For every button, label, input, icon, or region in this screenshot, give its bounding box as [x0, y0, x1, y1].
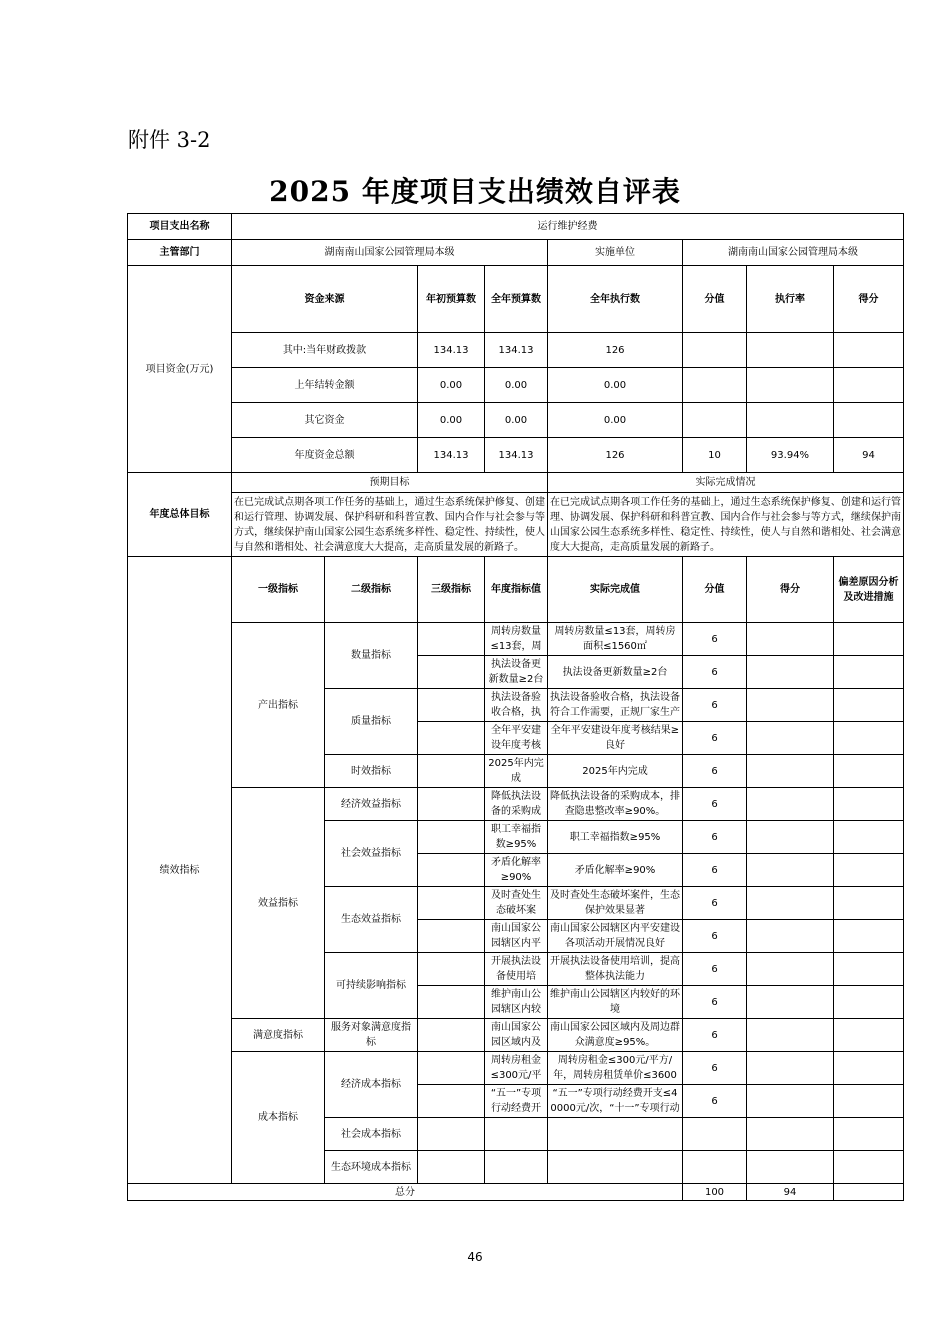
funds-header-source: 资金来源 — [232, 266, 418, 333]
impl-label: 实施单位 — [548, 240, 683, 266]
perf-actual: 职工幸福指数≥95% — [548, 821, 683, 854]
perf-deviation — [834, 755, 904, 788]
funds-row-rate — [747, 403, 834, 438]
impl-value: 湖南南山国家公园管理局本级 — [683, 240, 904, 266]
funds-row-got — [834, 368, 904, 403]
perf-score: 6 — [683, 1052, 747, 1085]
funds-label: 项目资金(万元) — [128, 266, 232, 473]
perf-target: 降低执法设备的采购成 — [485, 788, 548, 821]
perf-actual: 执法设备更新数量≥2台 — [548, 656, 683, 689]
perf-l1: 成本指标 — [232, 1052, 325, 1184]
perf-score — [683, 1118, 747, 1151]
funds-row-annual: 0.00 — [485, 368, 548, 403]
perf-l3 — [418, 920, 485, 953]
perf-actual: 南山国家公园辖区内平安建设各项活动开展情况良好 — [548, 920, 683, 953]
funds-row-source: 上年结转金额 — [232, 368, 418, 403]
perf-actual: 周转房租金≤300元/平方/年，周转房租赁单价≤3600 — [548, 1052, 683, 1085]
perf-got — [747, 1019, 834, 1052]
perf-got — [747, 821, 834, 854]
perf-actual: 周转房数量≤13套，周转房面积≤1560㎡ — [548, 623, 683, 656]
perf-target: 周转房数量≤13套，周 — [485, 623, 548, 656]
perf-deviation — [834, 953, 904, 986]
funds-row-source: 其它资金 — [232, 403, 418, 438]
funds-row-source: 年度资金总额 — [232, 438, 418, 473]
perf-got — [747, 1052, 834, 1085]
perf-score — [683, 1151, 747, 1184]
perf-header-deviation: 偏差原因分析及改进措施 — [834, 557, 904, 623]
perf-got — [747, 1151, 834, 1184]
goals-label: 年度总体目标 — [128, 473, 232, 557]
funds-row-score: 10 — [683, 438, 747, 473]
perf-actual: 执法设备验收合格，执法设备符合工作需要，正规厂家生产 — [548, 689, 683, 722]
perf-l3 — [418, 1118, 485, 1151]
perf-header-target: 年度指标值 — [485, 557, 548, 623]
funds-row-rate: 93.94% — [747, 438, 834, 473]
perf-l1: 满意度指标 — [232, 1019, 325, 1052]
funds-header-initial: 年初预算数 — [418, 266, 485, 333]
project-name: 运行维护经费 — [232, 214, 904, 240]
perf-target: 开展执法设备使用培 — [485, 953, 548, 986]
perf-score: 6 — [683, 1019, 747, 1052]
perf-deviation — [834, 656, 904, 689]
perf-l2: 数量指标 — [325, 623, 418, 689]
perf-target: 及时查处生态破坏案 — [485, 887, 548, 920]
perf-actual: 及时查处生态破坏案件，生态保护效果显著 — [548, 887, 683, 920]
perf-score: 6 — [683, 656, 747, 689]
funds-row-executed: 126 — [548, 438, 683, 473]
perf-target: 执法设备验收合格，执 — [485, 689, 548, 722]
perf-l3 — [418, 689, 485, 722]
perf-got — [747, 788, 834, 821]
perf-l3 — [418, 821, 485, 854]
perf-l2: 社会成本指标 — [325, 1118, 418, 1151]
perf-score: 6 — [683, 920, 747, 953]
funds-header-score: 分值 — [683, 266, 747, 333]
total-score: 100 — [683, 1184, 747, 1201]
perf-deviation — [834, 722, 904, 755]
perf-deviation — [834, 1052, 904, 1085]
perf-score: 6 — [683, 689, 747, 722]
funds-row-initial: 134.13 — [418, 333, 485, 368]
perf-score: 6 — [683, 854, 747, 887]
funds-row-rate — [747, 368, 834, 403]
perf-target: 维护南山公园辖区内较 — [485, 986, 548, 1019]
perf-deviation — [834, 887, 904, 920]
perf-l2: 可持续影响指标 — [325, 953, 418, 1019]
perf-l2: 服务对象满意度指标 — [325, 1019, 418, 1052]
perf-deviation — [834, 689, 904, 722]
perf-target: 2025年内完成 — [485, 755, 548, 788]
perf-l3 — [418, 788, 485, 821]
perf-l2: 时效指标 — [325, 755, 418, 788]
perf-l3 — [418, 1019, 485, 1052]
total-got: 94 — [747, 1184, 834, 1201]
funds-row-got — [834, 403, 904, 438]
perf-target — [485, 1151, 548, 1184]
perf-label: 绩效指标 — [128, 557, 232, 1184]
perf-got — [747, 953, 834, 986]
perf-score: 6 — [683, 821, 747, 854]
funds-row-source: 其中:当年财政拨款 — [232, 333, 418, 368]
perf-deviation — [834, 623, 904, 656]
perf-got — [747, 920, 834, 953]
funds-header-executed: 全年执行数 — [548, 266, 683, 333]
funds-row-annual: 0.00 — [485, 403, 548, 438]
funds-row-initial: 134.13 — [418, 438, 485, 473]
perf-got — [747, 722, 834, 755]
perf-actual: 南山国家公园区域内及周边群众满意度≥95%。 — [548, 1019, 683, 1052]
project-name-label: 项目支出名称 — [128, 214, 232, 240]
funds-header-rate: 执行率 — [747, 266, 834, 333]
perf-got — [747, 755, 834, 788]
perf-score: 6 — [683, 1085, 747, 1118]
page-number: 46 — [467, 1250, 483, 1264]
perf-l3 — [418, 887, 485, 920]
perf-score: 6 — [683, 953, 747, 986]
total-label: 总分 — [128, 1184, 683, 1201]
perf-target: 执法设备更新数量≥2台 — [485, 656, 548, 689]
funds-header-got: 得分 — [834, 266, 904, 333]
perf-got — [747, 1085, 834, 1118]
perf-actual — [548, 1118, 683, 1151]
funds-row-score — [683, 403, 747, 438]
funds-row-score — [683, 368, 747, 403]
perf-l2: 质量指标 — [325, 689, 418, 755]
perf-l2: 经济效益指标 — [325, 788, 418, 821]
perf-actual: 矛盾化解率≥90% — [548, 854, 683, 887]
funds-row-initial: 0.00 — [418, 368, 485, 403]
funds-row-score — [683, 333, 747, 368]
perf-deviation — [834, 1085, 904, 1118]
perf-deviation — [834, 1118, 904, 1151]
goals-actual-label: 实际完成情况 — [548, 473, 904, 493]
perf-score: 6 — [683, 722, 747, 755]
perf-header-got: 得分 — [747, 557, 834, 623]
perf-l2: 经济成本指标 — [325, 1052, 418, 1118]
funds-row-initial: 0.00 — [418, 403, 485, 438]
goals-expected: 在已完成试点期各项工作任务的基础上，通过生态系统保护修复、创建和运行管理、协调发展、保护科研和科普宣教、国内合作与社会参与等方式，继续保护南山国家公园生态系统多样性、稳定性、持续性，使人与自然和谐相处、社会满意度大大提高，走高质量发展的新路子。 — [232, 493, 548, 557]
perf-got — [747, 887, 834, 920]
perf-header-l3: 三级指标 — [418, 557, 485, 623]
perf-actual — [548, 1151, 683, 1184]
perf-deviation — [834, 920, 904, 953]
perf-l3 — [418, 722, 485, 755]
perf-l2: 生态环境成本指标 — [325, 1151, 418, 1184]
perf-got — [747, 1118, 834, 1151]
perf-l3 — [418, 1085, 485, 1118]
perf-deviation — [834, 986, 904, 1019]
perf-score: 6 — [683, 755, 747, 788]
perf-deviation — [834, 1019, 904, 1052]
funds-row-executed: 0.00 — [548, 403, 683, 438]
perf-l3 — [418, 755, 485, 788]
perf-actual: 维护南山公园辖区内较好的环境 — [548, 986, 683, 1019]
goals-expected-label: 预期目标 — [232, 473, 548, 493]
perf-deviation — [834, 788, 904, 821]
perf-actual: 全年平安建设年度考核结果≥良好 — [548, 722, 683, 755]
perf-got — [747, 854, 834, 887]
perf-got — [747, 689, 834, 722]
perf-l1: 效益指标 — [232, 788, 325, 1019]
total-deviation — [834, 1184, 904, 1201]
attachment-label: 附件 3-2 — [128, 128, 211, 152]
perf-l3 — [418, 986, 485, 1019]
perf-target: 职工幸福指数≥95% — [485, 821, 548, 854]
perf-target: 南山国家公园辖区内平 — [485, 920, 548, 953]
perf-deviation — [834, 854, 904, 887]
perf-l3 — [418, 1151, 485, 1184]
perf-header-l2: 二级指标 — [325, 557, 418, 623]
funds-row-annual: 134.13 — [485, 438, 548, 473]
perf-l3 — [418, 623, 485, 656]
funds-row-annual: 134.13 — [485, 333, 548, 368]
perf-target: “五一”专项行动经费开 — [485, 1085, 548, 1118]
funds-row-executed: 126 — [548, 333, 683, 368]
perf-actual: 开展执法设备使用培训，提高整体执法能力 — [548, 953, 683, 986]
dept-value: 湖南南山国家公园管理局本级 — [232, 240, 548, 266]
perf-got — [747, 986, 834, 1019]
perf-target: 矛盾化解率≥90% — [485, 854, 548, 887]
perf-score: 6 — [683, 788, 747, 821]
perf-score: 6 — [683, 887, 747, 920]
perf-deviation — [834, 821, 904, 854]
perf-score: 6 — [683, 623, 747, 656]
goals-actual: 在已完成试点期各项工作任务的基础上，通过生态系统保护修复、创建和运行管理、协调发展、保护科研和科普宣教、国内合作与社会参与等方式，继续保护南山国家公园生态系统多样性、稳定性、持续性，使人与自然和谐相处、社会满意度大大提高，走高质量发展的新路子。 — [548, 493, 904, 557]
perf-l3 — [418, 656, 485, 689]
funds-header-annual: 全年预算数 — [485, 266, 548, 333]
perf-l2: 社会效益指标 — [325, 821, 418, 887]
perf-l3 — [418, 854, 485, 887]
perf-l1: 产出指标 — [232, 623, 325, 788]
perf-l3 — [418, 953, 485, 986]
funds-row-executed: 0.00 — [548, 368, 683, 403]
perf-got — [747, 656, 834, 689]
perf-header-actual: 实际完成值 — [548, 557, 683, 623]
perf-deviation — [834, 1151, 904, 1184]
dept-label: 主管部门 — [128, 240, 232, 266]
perf-target: 周转房租金≤300元/平 — [485, 1052, 548, 1085]
perf-got — [747, 623, 834, 656]
perf-header-score: 分值 — [683, 557, 747, 623]
funds-row-rate — [747, 333, 834, 368]
perf-target: 南山国家公园区域内及 — [485, 1019, 548, 1052]
perf-header-l1: 一级指标 — [232, 557, 325, 623]
evaluation-table — [127, 213, 904, 1201]
perf-actual: 降低执法设备的采购成本，排查隐患整改率≥90%。 — [548, 788, 683, 821]
page-title: 2025 年度项目支出绩效自评表 — [269, 175, 681, 208]
funds-row-got — [834, 333, 904, 368]
perf-l2: 生态效益指标 — [325, 887, 418, 953]
perf-actual: 2025年内完成 — [548, 755, 683, 788]
perf-l3 — [418, 1052, 485, 1085]
perf-actual: “五一”专项行动经费开支≤40000元/次，“十一”专项行动 — [548, 1085, 683, 1118]
funds-row-got: 94 — [834, 438, 904, 473]
perf-target — [485, 1118, 548, 1151]
perf-score: 6 — [683, 986, 747, 1019]
perf-target: 全年平安建设年度考核 — [485, 722, 548, 755]
